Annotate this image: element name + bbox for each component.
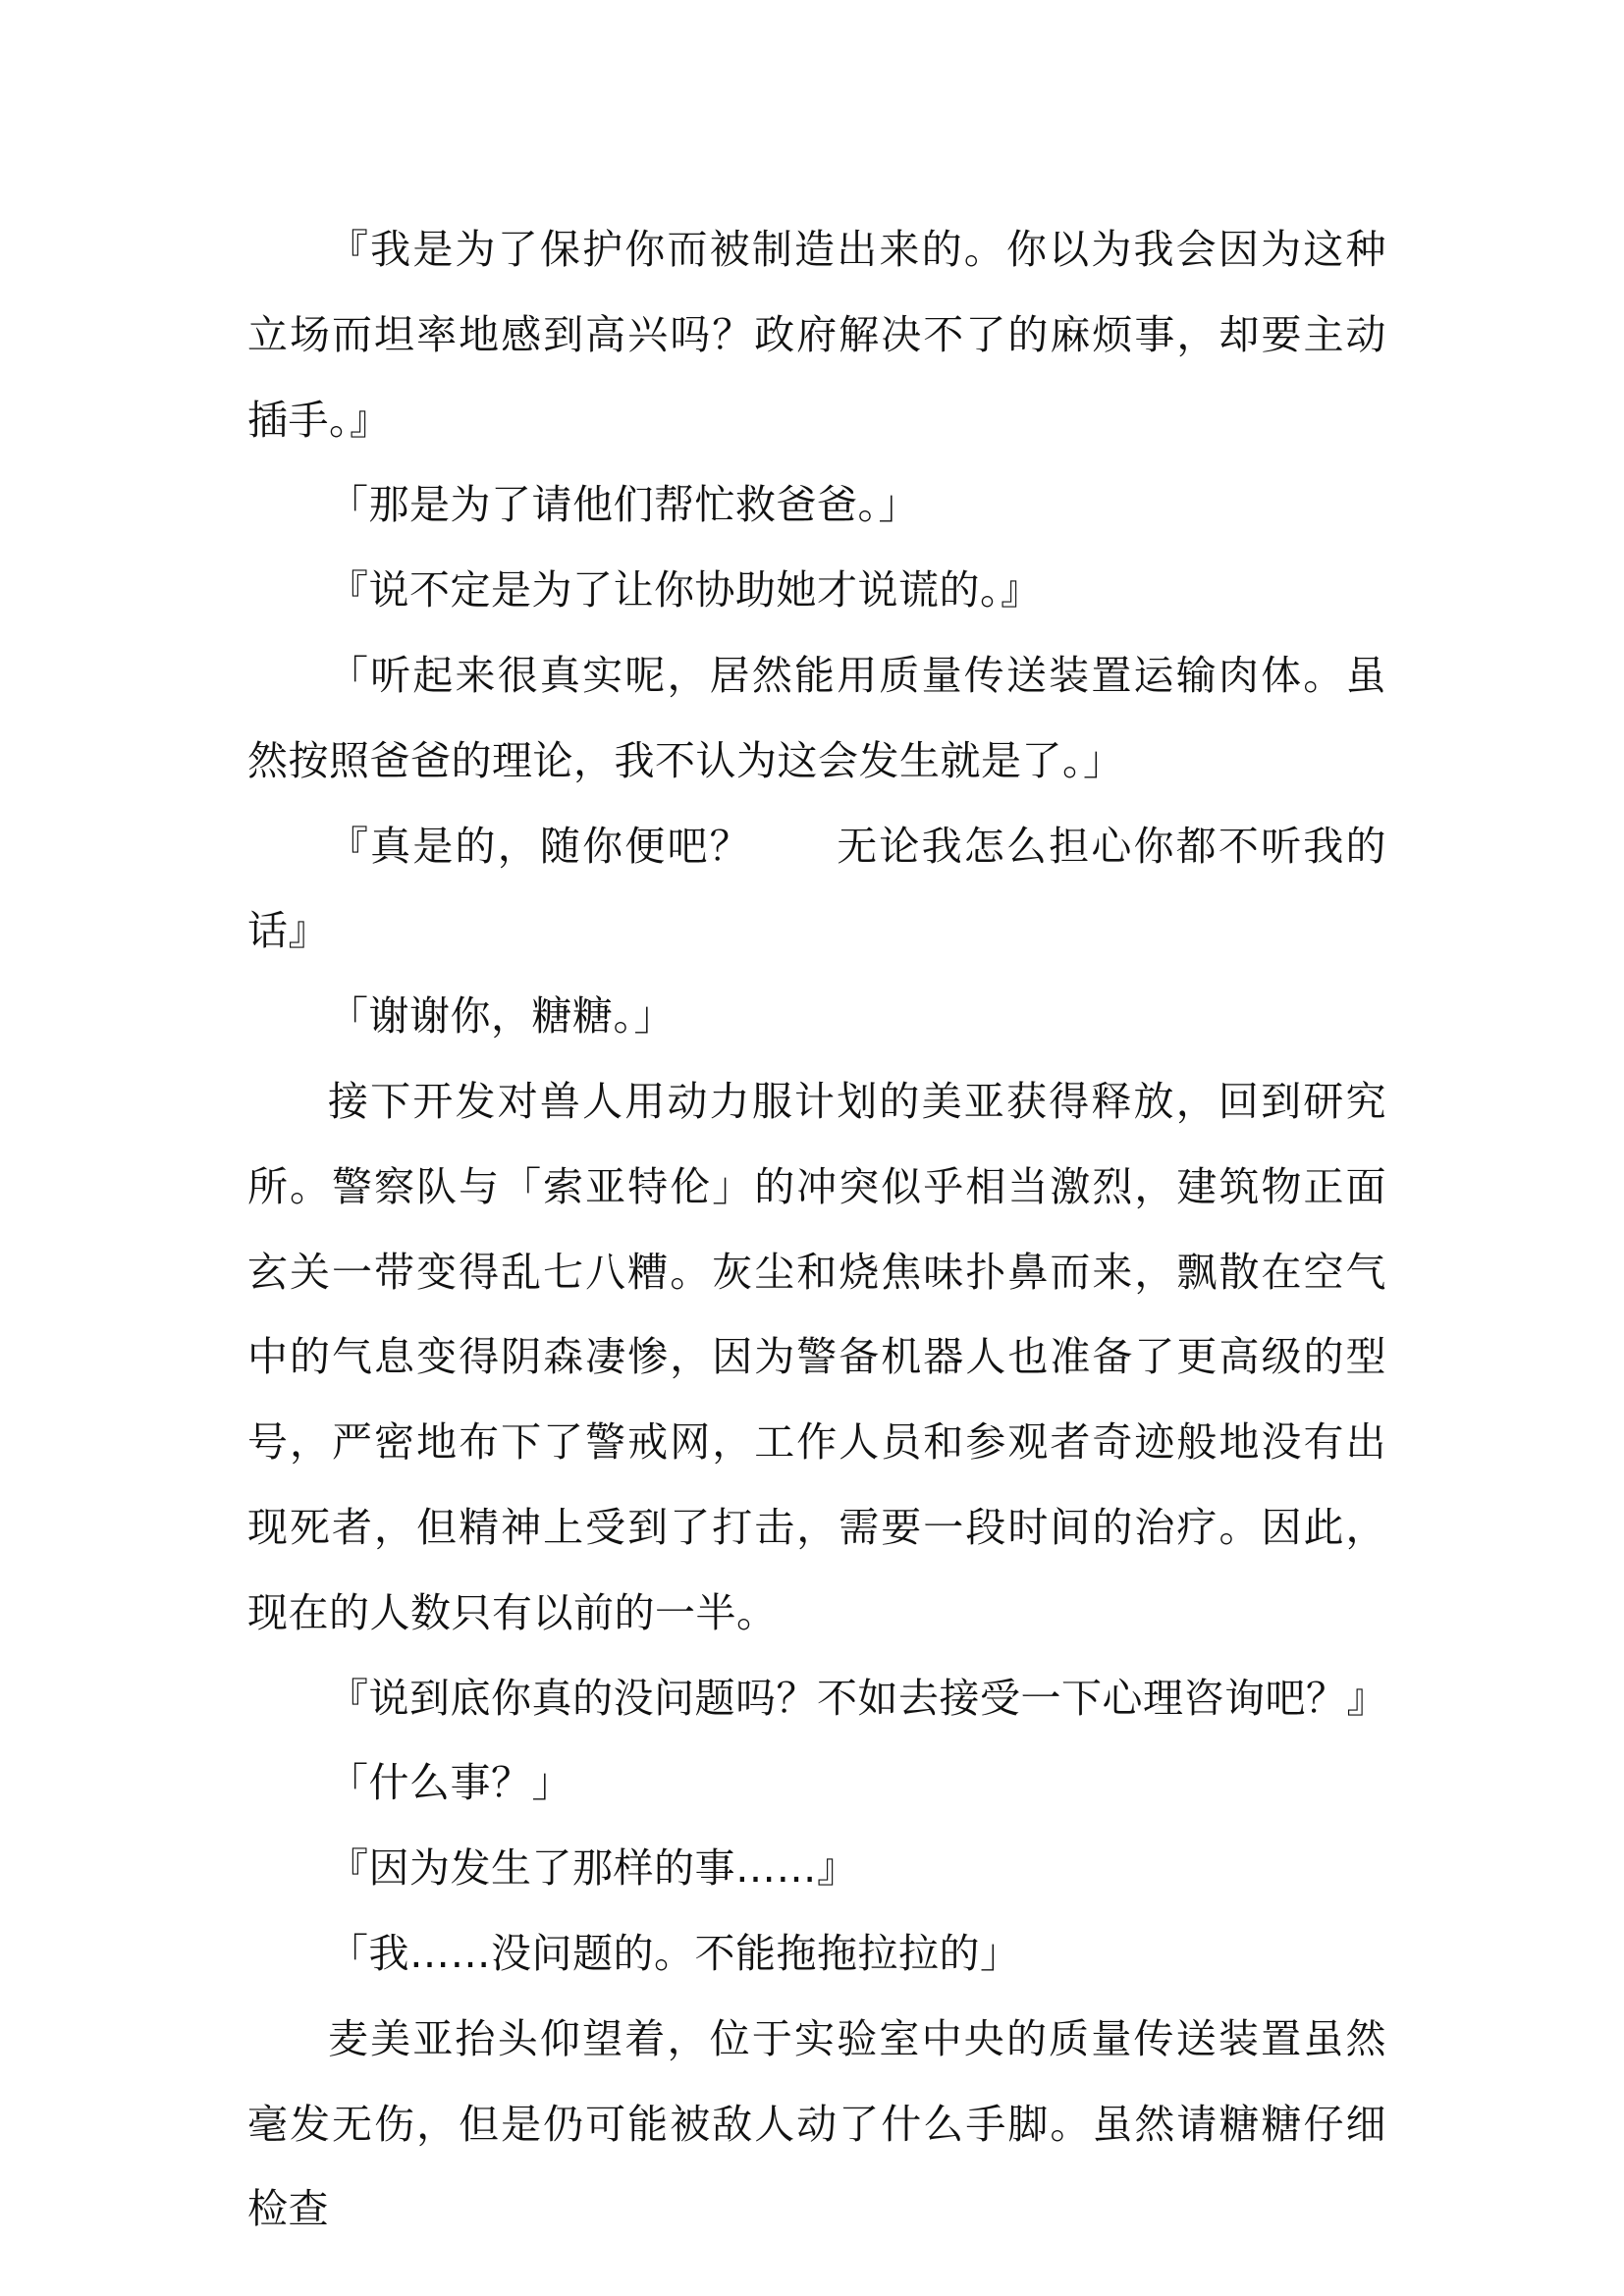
paragraph: 「谢谢你，糖糖。」 bbox=[328, 992, 675, 1041]
paragraph: 『说不定是为了让你协助她才说谎的。』 bbox=[328, 566, 1042, 614]
paragraph: 『因为发生了那样的事……』 bbox=[328, 1844, 858, 1893]
paragraph: 『我是为了保护你而被制造出来的。你以为我会因为这种立场而坦率地感到高兴吗？政府解决不了的麻烦事，却要主动插手。』 bbox=[247, 226, 1386, 444]
paragraph: 「那是为了请他们帮忙救爸爸。」 bbox=[328, 481, 919, 529]
paragraph: 「我……没问题的。不能拖拖拉拉的」 bbox=[328, 1929, 1021, 1977]
paragraph: 「什么事？」 bbox=[328, 1759, 572, 1807]
paragraph: 麦美亚抬头仰望着，位于实验室中央的质量传送装置虽然毫发无伤，但是仍可能被敌人动了什么手脚。虽然请糖糖仔细检查 bbox=[247, 2014, 1386, 2233]
paragraph: 接下开发对兽人用动力服计划的美亚获得释放，回到研究所。警察队与「索亚特伦」的冲突似乎相当激烈，建筑物正面玄关一带变得乱七八糟。灰尘和烧焦味扑鼻而来，飘散在空气中的气息变得阴森凄惨，因为警备机器人也准备了更高级的型号，严密地布下了警戒网，工作人员和参观者奇迹般地没有出现死者，但精神上受到了打击，需要一段时间的治疗。因此，现在的人数只有以前的一半。 bbox=[247, 1077, 1386, 1636]
paragraph: 「听起来很真实呢，居然能用质量传送装置运输肉体。虽然按照爸爸的理论，我不认为这会发生就是了。」 bbox=[247, 651, 1386, 784]
document-body bbox=[247, 207, 1386, 2252]
paragraph: 『说到底你真的没问题吗？不如去接受一下心理咨询吧？』 bbox=[328, 1674, 1387, 1722]
paragraph: 『真是的，随你便吧？ 无论我怎么担心你都不听我的话』 bbox=[247, 822, 1386, 955]
